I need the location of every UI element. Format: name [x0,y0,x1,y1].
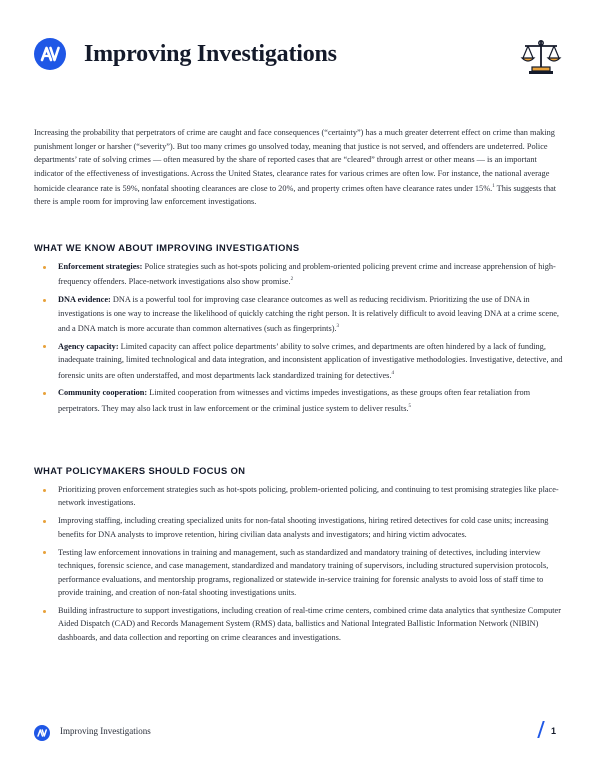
page-title: Improving Investigations [84,41,337,67]
page-number: 1 [551,726,557,736]
know-list [34,260,564,420]
divider-slash [537,721,544,738]
footnote-marker: 1 [492,184,495,189]
page-footer [34,723,566,745]
list-item: Enforcement strategies: Police strategies such as hot-spots policing and problem-oriented policing prevent crime and increase apprehension of high-frequency offenders. Place-network investigations also show promise.$^2$ [34,260,564,289]
bullet-icon [43,551,46,554]
intro-paragraph: Increasing the probability that perpetrators of crime are caught and face consequences (“certainty”) has a much greater deterrent effect on crime than making punishment longer or harsher (“severity”). But too many crimes go unsolved today, meaning that justice is not served, and offenders are undeterred. Police departments’ rate of solving crimes — often measured by the share of reported cases that are “cleared” through arrest or other means — is an important indicator of the effectiveness of investigations. Across the United States, clearance rates for various crimes are often low. For instance, the national average homicide clearance rate is 59%, nonfatal shooting clearances are close to 20%, and property crimes often have clearance rates under 15%.$^1$ This suggests that there is ample room for improving law enforcement investigations. [34,128,557,207]
bullet-icon [43,610,46,613]
list-item: Community cooperation: Limited cooperation from witnesses and victims impedes investigations, as these groups often fear retaliation from perpetrators. They may also lack trust in law enforcement or the criminal justice system to deliver results.$^5$ [34,386,564,415]
bullet-icon [43,266,46,269]
footer-title: Improving Investigations [60,726,151,736]
bullet-icon [43,392,46,395]
bullet-icon [43,489,46,492]
focus-list [34,483,564,649]
av-logo-icon [34,38,66,70]
list-item: Improving staffing, including creating specialized units for non-fatal shooting investigations, hiring retired detectives for cold case units; increasing benefits for DNA analysts to improve retention, hiring civilian data analysts and investigators; and hiring victim advocates. [34,514,564,541]
list-item: Testing law enforcement innovations in training and management, such as standardized and mandatory training of detectives, including interview techniques, forensic science, and case management, standardized and mandatory training of supervisors, including structured supervision protocols, performance evaluations, and mentorship programs, regionalized or statewide in-service training for forensic analysts to avoid loss of staff time to provide training, and creation of non-fatal shooting investigations units. [34,546,564,600]
list-item: Agency capacity: Limited capacity can affect police departments’ ability to solve crimes, and departments are often hindered by a lack of funding, inadequate training, limited technological and data integration, and inconsistent application of investigative methodologies. Investigative, detective, and forensic units are often understaffed, and most departments lack standardized training for detectives.$^4$ [34,340,564,382]
scales-of-justice-icon [517,36,565,81]
list-item: Prioritizing proven enforcement strategies such as hot-spots policing, problem-oriented policing, and continuing to test promising strategies like place-network investigations. [34,483,564,510]
av-logo-icon [34,725,50,741]
section-heading-what-we-know: WHAT WE KNOW ABOUT IMPROVING INVESTIGATIONS [34,243,300,253]
page-header [34,36,566,76]
bullet-icon [43,299,46,302]
bullet-icon [43,345,46,348]
list-item: DNA evidence: DNA is a powerful tool for improving case clearance outcomes as well as reducing recidivism. Prioritizing the use of DNA in investigations is one way to increase the likelihood of quickly catching the right person. It is relatively difficult to avoid leaving DNA at a crime scene, and a DNA match is more accurate than common alternatives (such as fingerprints).$^3$ [34,293,564,335]
section-heading-focus: WHAT POLICYMAKERS SHOULD FOCUS ON [34,466,246,476]
list-item: Building infrastructure to support investigations, including creation of real-time crime centers, combined crime data analytics that synthesize Computer Aided Dispatch (CAD) and Records Management System (RMS) data, ballistics and National Integrated Ballistic Information Network (NIBIN) dashboards, and data collection and reporting on crime clearances and investigations. [34,604,564,644]
bullet-icon [43,520,46,523]
